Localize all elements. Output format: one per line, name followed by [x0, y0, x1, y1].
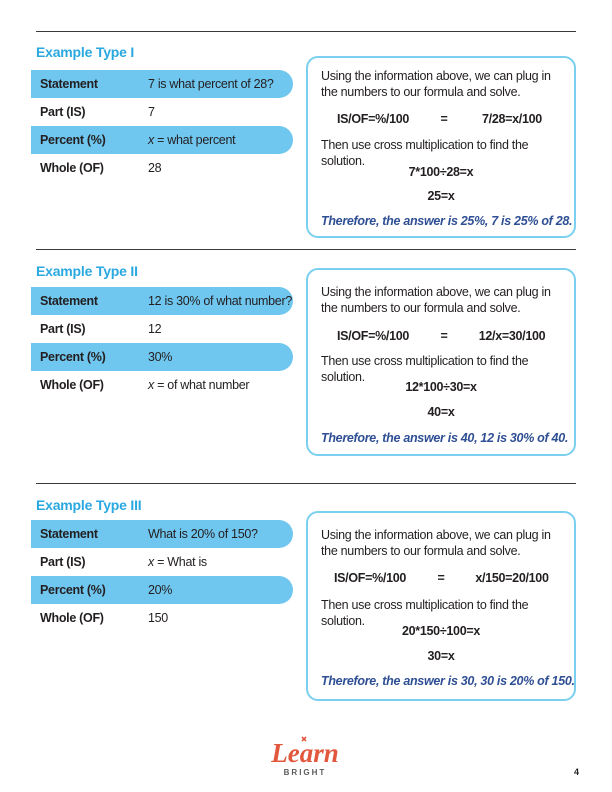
logo-word: Learn — [271, 738, 339, 768]
table-row-percent — [31, 126, 293, 154]
variable: x — [148, 555, 154, 569]
section-heading: Example Type I — [36, 44, 135, 60]
calc-step-2: 40=x — [427, 405, 455, 419]
table-row-percent — [31, 343, 293, 371]
formula-left: IS/OF=%/100 — [333, 571, 407, 585]
table-row-statement — [31, 70, 293, 98]
row-label: Percent (%) — [40, 350, 106, 364]
section-divider — [36, 31, 576, 32]
answer-text: Therefore, the answer is 30, 30 is 20% of 150. — [321, 674, 575, 688]
formula-line — [308, 111, 574, 127]
section-divider — [36, 483, 576, 484]
table-row-statement — [31, 520, 293, 548]
calc-step-1: 12*100÷30=x — [405, 380, 477, 394]
row-label: Whole (OF) — [40, 161, 104, 175]
info-table — [31, 70, 293, 182]
value-text: 28 — [148, 161, 162, 175]
row-label: Whole (OF) — [40, 378, 104, 392]
value-text: = What is — [153, 555, 207, 569]
section-divider — [36, 249, 576, 250]
solution-intro: Using the information above, we can plug in the numbers to our formula and solve. — [321, 285, 551, 315]
row-label: Statement — [40, 294, 98, 308]
row-label: Whole (OF) — [40, 611, 104, 625]
row-value — [148, 378, 293, 392]
formula-left: IS/OF=%/100 — [336, 329, 410, 343]
row-label: Part (IS) — [40, 105, 86, 119]
variable: x — [148, 378, 154, 392]
table-row-percent — [31, 576, 293, 604]
row-label: Percent (%) — [40, 133, 106, 147]
value-text: 30% — [148, 350, 173, 364]
table-row-statement — [31, 287, 293, 315]
value-text: 7 is what percent of 28? — [148, 77, 274, 91]
formula-equals: = — [437, 571, 445, 585]
row-label: Statement — [40, 77, 98, 91]
answer-text: Therefore, the answer is 40, 12 is 30% of 40. — [321, 431, 569, 445]
value-text: 12 is 30% of what number? — [148, 294, 292, 308]
table-row-part — [31, 315, 293, 343]
table-row-whole — [31, 604, 293, 632]
row-value — [148, 294, 293, 308]
row-value — [148, 611, 293, 625]
step-text: Then use cross multiplication to find the solution. — [321, 138, 529, 168]
solution-intro: Using the information above, we can plug in the numbers to our formula and solve. — [321, 69, 551, 99]
calc-step-1: 20*150÷100=x — [402, 624, 480, 638]
solution-box — [306, 268, 576, 456]
row-value — [148, 133, 293, 147]
logo-graphic — [250, 734, 360, 780]
value-text: = what percent — [153, 133, 236, 147]
value-text: What is 20% of 150? — [148, 527, 258, 541]
value-text: 150 — [148, 611, 168, 625]
answer-text: Therefore, the answer is 25%, 7 is 25% of 28. — [321, 214, 573, 228]
formula-left: IS/OF=%/100 — [336, 112, 410, 126]
info-table — [31, 520, 293, 632]
value-text: 20% — [148, 583, 173, 597]
row-label: Part (IS) — [40, 555, 86, 569]
formula-equals: = — [440, 112, 448, 126]
row-label: Percent (%) — [40, 583, 106, 597]
row-value — [148, 555, 293, 569]
row-value — [148, 105, 293, 119]
step-text: Then use cross multiplication to find the solution. — [321, 354, 529, 384]
calc-step-2: 30=x — [427, 649, 455, 663]
formula-equals: = — [440, 329, 448, 343]
solution-intro: Using the information above, we can plug in the numbers to our formula and solve. — [321, 528, 551, 558]
row-value — [148, 583, 293, 597]
value-text: 7 — [148, 105, 155, 119]
row-value — [148, 77, 293, 91]
formula-line — [308, 570, 574, 586]
calc-step-2: 25=x — [427, 189, 455, 203]
table-row-part — [31, 548, 293, 576]
logo-sub: BRIGHT — [283, 768, 327, 777]
variable: x — [148, 133, 154, 147]
section-heading: Example Type II — [36, 263, 138, 279]
step-text: Then use cross multiplication to find the solution. — [321, 598, 529, 628]
row-value — [148, 322, 293, 336]
value-text: 12 — [148, 322, 162, 336]
row-value — [148, 161, 293, 175]
solution-box — [306, 56, 576, 238]
row-label: Part (IS) — [40, 322, 86, 336]
formula-line — [308, 328, 574, 344]
solution-box — [306, 511, 576, 701]
page-number: 4 — [573, 767, 579, 777]
section-heading: Example Type III — [36, 497, 142, 513]
row-value — [148, 350, 293, 364]
table-row-part — [31, 98, 293, 126]
row-value — [148, 527, 293, 541]
table-row-whole — [31, 154, 293, 182]
learn-bright-logo — [250, 734, 360, 780]
formula-right: 7/28=x/100 — [482, 112, 542, 126]
value-text: = of what number — [153, 378, 250, 392]
row-label: Statement — [40, 527, 98, 541]
calc-step-1: 7*100÷28=x — [408, 165, 474, 179]
info-table — [31, 287, 293, 399]
table-row-whole — [31, 371, 293, 399]
formula-right: 12/x=30/100 — [478, 329, 546, 343]
formula-right: x/150=20/100 — [475, 571, 549, 585]
